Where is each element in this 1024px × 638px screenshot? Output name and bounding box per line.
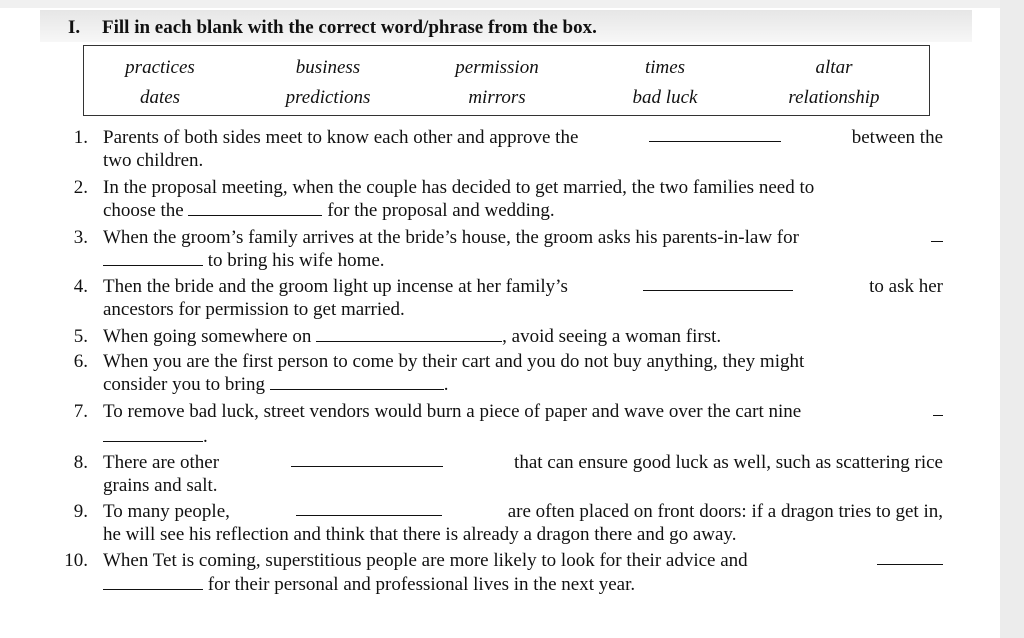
word-box-word: practices [125,57,195,78]
item-text: grains and salt. [103,475,218,496]
item-number: 8. [73,452,88,473]
item-text: To many people, [103,501,230,522]
answer-blank[interactable] [296,501,442,516]
item-8-line-2 [103,475,218,497]
word-box-word: mirrors [468,87,526,108]
item-text: . [443,374,449,395]
item-9-line-2 [103,524,736,546]
item-5-line-1 [103,326,721,348]
item-text: To remove bad luck, street vendors would burn a piece of paper and wave over the cart nine [103,401,802,422]
item-text: that can ensure good luck as well, such as scattering rice [514,452,943,473]
item-7-line-1 [103,401,943,423]
answer-blank[interactable] [877,550,943,565]
answer-blank-continued[interactable] [103,251,203,266]
word-box-word: times [644,57,686,78]
item-text: consider you to bring [103,374,266,395]
item-number: 5. [73,326,88,347]
section-number: I. [68,17,81,38]
item-text: to ask her [869,276,943,297]
answer-blank[interactable] [270,375,444,390]
item-8-line-1 [103,452,943,474]
page-top-shadow [0,0,1024,8]
item-number: 4. [73,276,88,297]
item-text: two children. [103,150,204,171]
item-number: 9. [73,501,88,522]
item-3-line-2 [103,250,385,272]
word-box-word: altar [815,57,853,78]
item-text: , avoid seeing a woman first. [502,326,722,347]
item-number: 10. [64,550,88,571]
item-text: are often placed on front doors: if a dragon tries to get in, [507,501,943,522]
section-title: Fill in each blank with the correct word/phrase from the box. [102,17,597,38]
item-number: 1. [73,127,88,148]
answer-blank[interactable] [316,327,502,342]
item-text: When the groom’s family arrives at the bride’s house, the groom asks his parents-in-law for [103,227,799,248]
item-number: 3. [73,227,88,248]
item-1-line-2 [103,150,203,172]
item-text: When you are the first person to come by their cart and you do not buy anything, they might [103,351,805,372]
item-text: for their personal and professional lives in the next year. [207,574,636,595]
item-9-line-1 [103,501,943,523]
item-4-line-2 [103,299,405,321]
item-text: There are other [103,452,220,473]
item-7-line-2 [103,426,208,448]
item-number: 6. [73,351,88,372]
item-text: Then the bride and the groom light up incense at her family’s [103,276,568,297]
answer-blank[interactable] [933,401,943,416]
item-4-line-1 [103,276,943,298]
item-number: 7. [73,401,88,422]
item-6-line-1 [103,351,804,373]
item-text: In the proposal meeting, when the couple has decided to get married, the two families need to [103,177,815,198]
item-3-line-1 [103,227,943,249]
answer-blank[interactable] [643,276,793,291]
word-box-word: business [295,57,361,78]
item-text: Parents of both sides meet to know each other and approve the [103,127,579,148]
word-box-word: bad luck [632,87,698,108]
item-text: choose the [103,200,184,221]
item-text: for the proposal and wedding. [327,200,555,221]
answer-blank[interactable] [291,452,443,467]
item-text: . [203,426,208,447]
section-heading [68,17,597,39]
word-box-word: permission [455,57,539,78]
word-box-word: relationship [788,87,880,108]
item-text: between the [851,127,943,148]
word-box-word: dates [139,87,181,108]
item-10-line-2 [103,574,635,596]
word-box-word: predictions [285,87,371,108]
item-10-line-1 [103,550,943,572]
item-1-line-1 [103,127,943,149]
item-text: When Tet is coming, superstitious people are more likely to look for their advice and [103,550,748,571]
answer-blank[interactable] [649,127,781,142]
page-right-margin [1000,0,1024,638]
answer-blank[interactable] [931,227,943,242]
answer-blank[interactable] [188,201,322,216]
item-number: 2. [73,177,88,198]
item-text: he will see his reflection and think that there is already a dragon there and go away. [103,524,737,545]
item-text: to bring his wife home. [207,250,385,271]
answer-blank-continued[interactable] [103,427,203,442]
item-text: ancestors for permission to get married. [103,299,405,320]
item-2-line-2 [103,200,555,222]
item-2-line-1 [103,177,814,199]
item-text: When going somewhere on [103,326,312,347]
item-6-line-2 [103,374,449,396]
answer-blank-continued[interactable] [103,575,203,590]
